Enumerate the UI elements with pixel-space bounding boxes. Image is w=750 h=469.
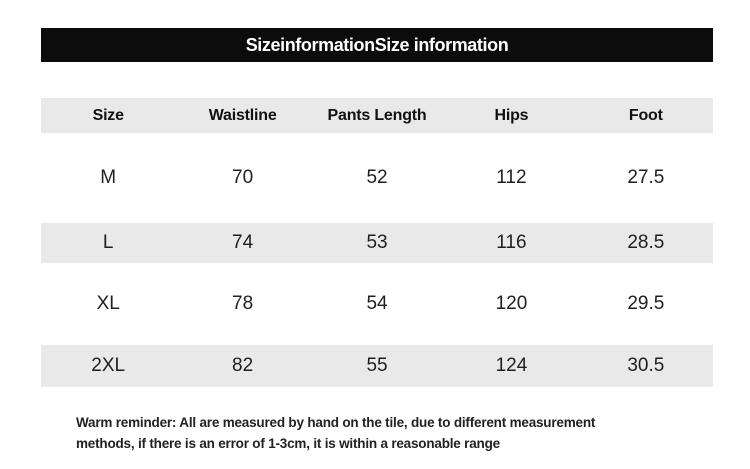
size-chart-table [41, 98, 713, 387]
foot-value: 29.5 [627, 293, 665, 314]
column-header-waistline: Waistline [208, 106, 277, 124]
waistline-value: 82 [232, 355, 254, 376]
warm-reminder-line-2: methods, if there is an error of 1-3cm, it is within a reasonable range [76, 436, 500, 451]
warm-reminder-line-1: Warm reminder: All are measured by hand on the tile, due to different measurement [76, 415, 596, 430]
size-value: L [102, 232, 114, 253]
size-value: XL [96, 293, 120, 314]
column-header-foot: Foot [628, 106, 663, 124]
foot-value: 30.5 [627, 355, 665, 376]
table-row-xl [41, 263, 713, 345]
size-value: 2XL [91, 355, 126, 376]
column-header-hips: Hips [494, 106, 529, 124]
hips-value: 124 [495, 355, 528, 376]
waistline-value: 78 [232, 293, 254, 314]
pants-length-value: 54 [366, 293, 388, 314]
size-info-title: SizeinformationSize information [245, 34, 509, 55]
table-row-m [41, 133, 713, 223]
foot-value: 28.5 [627, 232, 665, 253]
hips-value: 116 [496, 232, 527, 253]
waistline-value: 70 [232, 167, 254, 188]
column-header-pants-length: Pants Length [327, 106, 427, 124]
table-row-l [41, 223, 713, 263]
waistline-value: 74 [232, 232, 254, 253]
pants-length-value: 55 [366, 355, 388, 376]
pants-length-value: 52 [366, 167, 388, 188]
table-row-2xl [41, 345, 713, 387]
foot-value: 27.5 [627, 167, 665, 188]
table-header-row [41, 98, 713, 133]
size-info-title-bar [41, 28, 713, 62]
size-value: M [100, 167, 117, 188]
warm-reminder-note [76, 412, 595, 454]
pants-length-value: 53 [366, 232, 388, 253]
column-header-size: Size [92, 106, 124, 124]
hips-value: 120 [495, 293, 528, 314]
hips-value: 112 [496, 167, 527, 188]
